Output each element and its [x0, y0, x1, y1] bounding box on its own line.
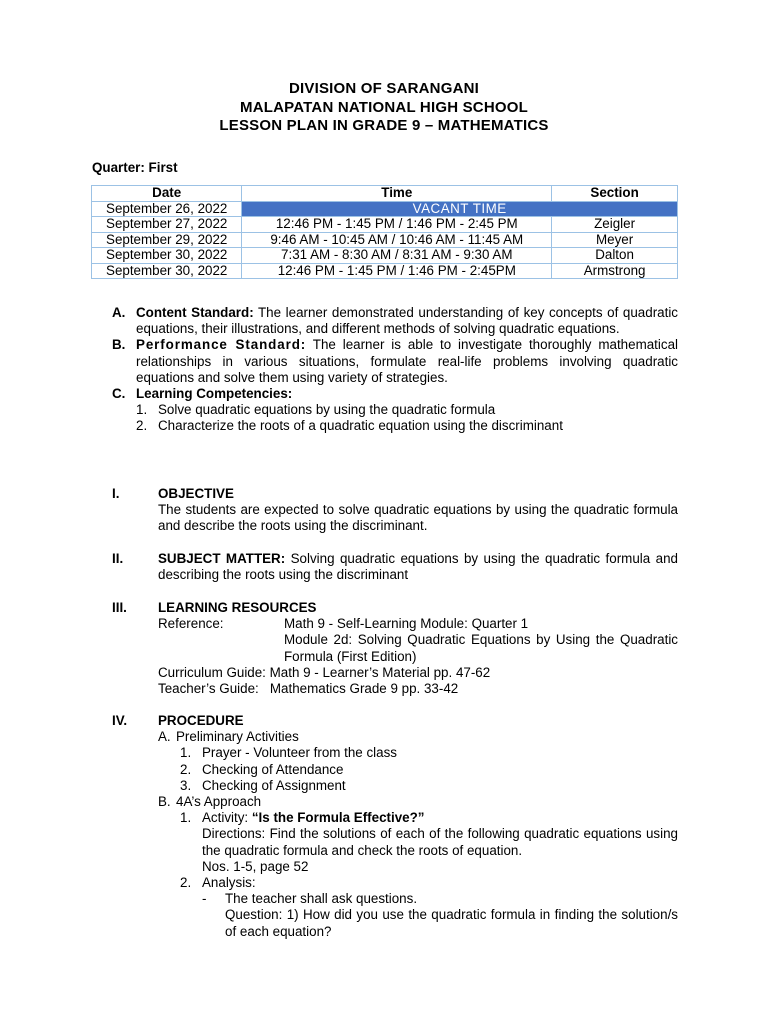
roman-numeral: I. — [112, 486, 120, 501]
list-item — [180, 745, 678, 761]
reference-line: Math 9 - Self-Learning Module: Quarter 1 — [284, 616, 529, 632]
reference-label: Reference: — [158, 616, 224, 632]
list-number: 2. — [180, 761, 192, 777]
teacher-line: The teacher shall ask questions. — [225, 891, 418, 907]
competency-list — [112, 402, 678, 434]
lesson-plan-title: LESSON PLAN IN GRADE 9 – MATHEMATICS — [219, 117, 549, 134]
content-standard — [112, 305, 678, 337]
list-marker: B. — [158, 794, 171, 810]
prelim-item-text: Prayer - Volunteer from the class — [202, 745, 397, 761]
preliminary-activities — [158, 729, 678, 745]
performance-standard-label: Performance Standard: — [136, 337, 307, 353]
list-number: 1. — [180, 745, 192, 761]
list-marker: C. — [112, 386, 126, 402]
activity-directions: Directions: Find the solutions of each of the following quadratic equations using the quadratic formula and check the roots of equation. — [202, 826, 678, 858]
list-marker: B. — [112, 337, 126, 353]
learning-resources-section — [112, 600, 678, 697]
section-cell: Zeigler — [552, 217, 678, 233]
objective-section — [112, 486, 678, 535]
analysis-label: Analysis: — [202, 875, 256, 891]
learning-resources-heading: LEARNING RESOURCES — [158, 600, 317, 615]
list-number: 1. — [180, 810, 192, 826]
procedure-heading: PROCEDURE — [158, 713, 244, 728]
dash-marker: - — [202, 891, 207, 907]
subject-matter-text: Solving quadratic equations by using the quadratic formula and describing the roots using the discriminant — [158, 551, 678, 583]
content-standard-label: Content Standard: — [136, 305, 254, 320]
list-item — [180, 762, 678, 778]
prelim-item-text: Checking of Assignment — [202, 777, 346, 793]
list-item — [180, 778, 678, 794]
vacant-time-cell: VACANT TIME — [242, 201, 678, 217]
list-number: 1. — [136, 402, 148, 418]
time-cell: 9:46 AM - 10:45 AM / 10:46 AM - 11:45 AM — [242, 232, 552, 248]
list-marker: A. — [158, 729, 171, 745]
subject-matter-heading: SUBJECT MATTER: — [158, 551, 286, 566]
activity-title: “Is the Formula Effective?” — [251, 810, 425, 826]
performance-standard — [112, 337, 678, 386]
activity-item — [180, 810, 678, 875]
four-as-approach-label: 4A’s Approach — [176, 794, 262, 810]
table-row — [92, 217, 678, 233]
table-row — [92, 232, 678, 248]
roman-numeral: II. — [112, 551, 124, 566]
competency-text: Solve quadratic equations by using the quadratic formula — [158, 402, 496, 418]
objective-heading: OBJECTIVE — [158, 486, 234, 501]
time-cell: 7:31 AM - 8:30 AM / 8:31 AM - 9:30 AM — [242, 248, 552, 264]
quarter-label: Quarter: First — [92, 160, 178, 175]
date-cell: September 29, 2022 — [92, 232, 242, 248]
date-cell: September 30, 2022 — [92, 263, 242, 279]
teachers-guide: Teacher’s Guide: Mathematics Grade 9 pp. 33-42 — [158, 681, 459, 697]
table-row — [92, 201, 678, 217]
section-cell: Armstrong — [552, 263, 678, 279]
list-number: 3. — [180, 777, 192, 793]
date-cell: September 26, 2022 — [92, 201, 242, 217]
time-column-header: Time — [242, 186, 552, 202]
list-item — [136, 418, 678, 434]
analysis-item — [180, 875, 678, 891]
time-cell: 12:46 PM - 1:45 PM / 1:46 PM - 2:45 PM — [242, 217, 552, 233]
date-cell: September 30, 2022 — [92, 248, 242, 264]
reference-line: Module 2d: Solving Quadratic Equations by Using the Quadratic Formula (First Edition) — [284, 632, 678, 664]
roman-numeral: IV. — [112, 713, 128, 728]
time-cell: 12:46 PM - 1:45 PM / 1:46 PM - 2:45PM — [242, 263, 552, 279]
objective-text: The students are expected to solve quadratic equations by using the quadratic formula and describe the roots using the discriminant. — [158, 502, 678, 534]
reference-row — [158, 616, 678, 665]
learning-competencies — [112, 386, 678, 402]
section-cell: Meyer — [552, 232, 678, 248]
procedure-section — [112, 713, 678, 940]
prelim-item-text: Checking of Attendance — [202, 761, 344, 777]
learning-competencies-label: Learning Competencies: — [136, 386, 293, 402]
subject-matter-section — [112, 551, 678, 583]
roman-numeral: III. — [112, 600, 127, 615]
list-number: 2. — [136, 418, 148, 434]
curriculum-guide: Curriculum Guide: Math 9 - Learner’s Material pp. 47-62 — [158, 664, 491, 680]
question-text: Question: 1) How did you use the quadratic formula in finding the solution/s of each equation? — [225, 907, 678, 939]
section-column-header: Section — [552, 186, 678, 202]
performance-standard-text: The learner is able to investigate thoroughly mathematical relationships in various situations, formulate real-life problems involving quadratic equations and solve them using variety of strategies. — [136, 337, 678, 385]
preliminary-activities-label: Preliminary Activities — [176, 729, 299, 745]
table-row — [92, 248, 678, 264]
content-standard-text: The learner demonstrated understanding of key concepts of quadratic equations, their illustrations, and different methods of solving quadratic equations. — [136, 305, 678, 337]
date-column-header: Date — [92, 186, 242, 202]
competency-text: Characterize the roots of a quadratic equation using the discriminant — [158, 418, 563, 434]
school-title: MALAPATAN NATIONAL HIGH SCHOOL — [240, 98, 528, 116]
activity-page-reference: Nos. 1-5, page 52 — [202, 858, 309, 874]
list-number: 2. — [180, 875, 192, 891]
schedule-table — [91, 185, 678, 279]
standards-block — [112, 305, 678, 435]
activity-label: Activity: — [202, 810, 252, 826]
section-cell: Dalton — [552, 248, 678, 264]
list-item — [136, 402, 678, 418]
schedule-header-row — [92, 186, 678, 202]
table-row — [92, 263, 678, 279]
teacher-questions — [202, 891, 678, 940]
four-as-approach — [158, 794, 678, 810]
date-cell: September 27, 2022 — [92, 217, 242, 233]
document-header — [0, 80, 768, 136]
list-marker: A. — [112, 305, 126, 320]
division-title: DIVISION OF SARANGANI — [288, 80, 480, 97]
